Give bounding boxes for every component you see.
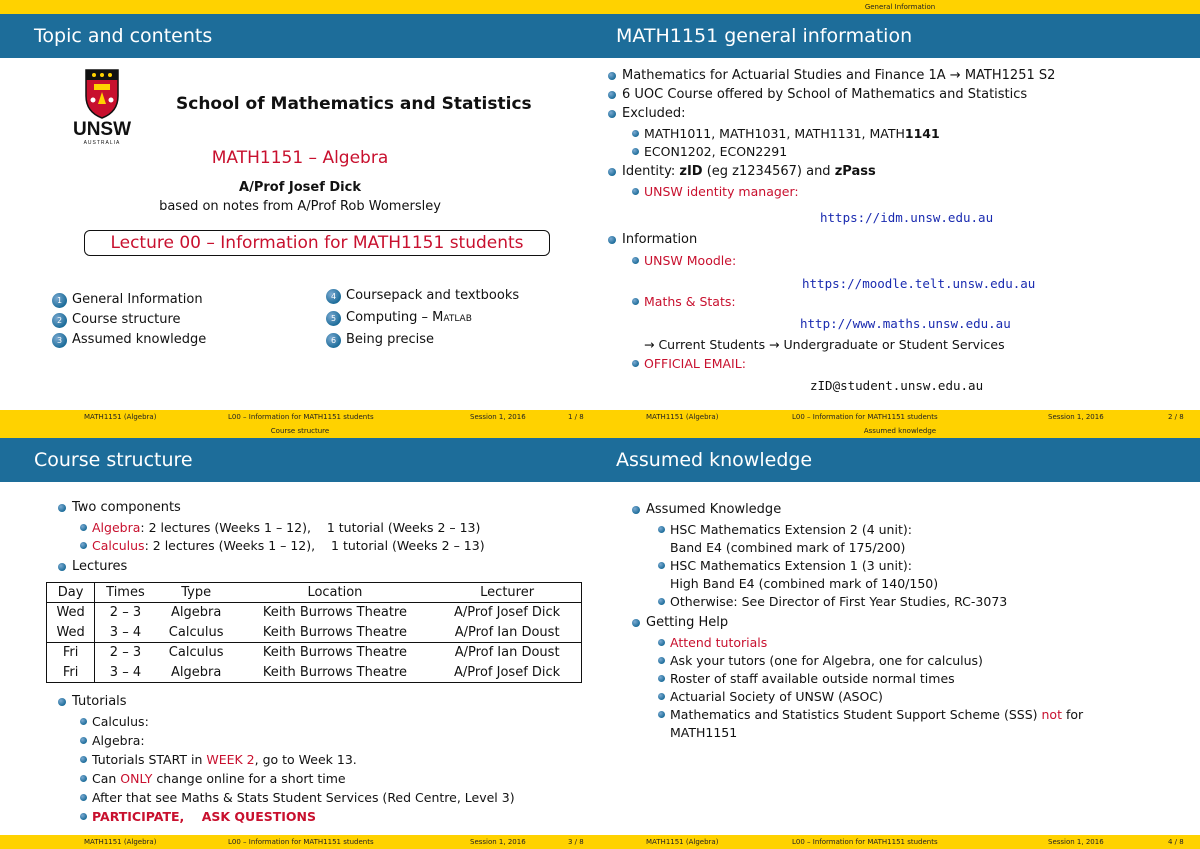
toc-item[interactable] — [326, 310, 472, 325]
table-cell: Keith Burrows Theatre — [262, 605, 407, 621]
sub-bullet-item: PARTICIPATE, ASK QUESTIONS — [92, 809, 317, 824]
idm-link[interactable]: https://idm.unsw.edu.au — [820, 210, 994, 225]
slide-topbar: Course structure — [0, 424, 600, 438]
footer-session: Session 1, 2016 — [1048, 838, 1104, 846]
toc-number: 4 — [326, 289, 341, 304]
toc-label-suffix: Matlab — [432, 310, 472, 325]
toc-label: General Information — [72, 292, 203, 307]
sub-bullet-item: Tutorials START in WEEK 2, go to Week 13. — [92, 752, 357, 767]
footer-lecture: L00 – Information for MATH1151 students — [792, 413, 938, 421]
slide-footer — [0, 410, 600, 424]
sub-bullet-item: After that see Maths & Stats Student Services (Red Centre, Level 3) — [92, 790, 515, 805]
sub-bullet-item: Algebra: — [92, 733, 145, 748]
course-title: MATH1151 – Algebra — [211, 148, 389, 168]
slide-footer — [0, 835, 600, 849]
author: A/Prof Josef Dick — [239, 180, 361, 195]
toc-label: Being precise — [346, 332, 434, 347]
logo-text: UNSW — [72, 119, 132, 140]
sub-bullet-item: MATH1011, MATH1031, MATH1131, MATH1141 — [644, 126, 940, 141]
slide-topbar: Assumed knowledge — [600, 424, 1200, 438]
ext1-band: High Band E4 (combined mark of 140/150) — [670, 576, 939, 591]
based-on: based on notes from A/Prof Rob Womersley — [159, 199, 441, 214]
footer-course: MATH1151 (Algebra) — [646, 838, 719, 846]
lectures-table — [46, 582, 582, 683]
footer-lecture: L00 – Information for MATH1151 students — [228, 413, 374, 421]
table-row — [47, 603, 582, 623]
bullet-item: Excluded: — [622, 106, 686, 121]
table-cell: Keith Burrows Theatre — [262, 624, 407, 640]
footer-lecture: L00 – Information for MATH1151 students — [792, 838, 938, 846]
table-cell: Fri — [47, 643, 95, 663]
table-cell: Fri — [47, 663, 95, 683]
ext2-band: Band E4 (combined mark of 175/200) — [670, 540, 906, 555]
sub-bullet-item: Attend tutorials — [670, 635, 768, 650]
table-cell: A/Prof Josef Dick — [454, 664, 561, 680]
sub-bullet-item: ECON1202, ECON2291 — [644, 144, 788, 159]
toc-number: 6 — [326, 333, 341, 348]
footer-session: Session 1, 2016 — [1048, 413, 1104, 421]
sub-bullet-item: OFFICIAL EMAIL: — [644, 356, 746, 371]
toc-number: 2 — [52, 313, 67, 328]
sub-bullet-item: Calculus: — [92, 714, 149, 729]
bullet-item: Getting Help — [646, 615, 729, 630]
table-cell: Keith Burrows Theatre — [262, 664, 407, 680]
moodle-link[interactable]: https://moodle.telt.unsw.edu.au — [802, 276, 1036, 291]
school-name: School of Mathematics and Statistics — [176, 94, 532, 114]
bullet-item: Mathematics for Actuarial Studies and Finance 1A → MATH1251 S2 — [622, 68, 1056, 83]
slide-2 — [600, 0, 1200, 424]
footer-page: 4 / 8 — [1168, 838, 1184, 846]
toc-number: 1 — [52, 293, 67, 308]
toc-label: Assumed knowledge — [72, 332, 207, 347]
table-header: Times — [106, 585, 145, 600]
logo-subtext: AUSTRALIA — [83, 140, 121, 146]
bullet-item: Two components — [72, 500, 181, 515]
slide-topbar: General Information — [600, 0, 1200, 14]
sss-course: MATH1151 — [670, 725, 738, 740]
slide-title: Assumed knowledge — [600, 438, 1200, 482]
table-cell: 2 – 3 — [109, 605, 142, 621]
sub-bullet-item: Ask your tutors (one for Algebra, one for calculus) — [670, 653, 983, 668]
table-cell: 3 – 4 — [109, 664, 142, 680]
footer-page: 3 / 8 — [568, 838, 584, 846]
footer-course: MATH1151 (Algebra) — [646, 413, 719, 421]
table-header: Day — [47, 583, 95, 603]
toc-label: Coursepack and textbooks — [346, 288, 520, 303]
sub-bullet-item: Mathematics and Statistics Student Support Scheme (SSS) not for — [670, 707, 1084, 722]
footer-page: 1 / 8 — [568, 413, 584, 421]
sub-bullet-item: HSC Mathematics Extension 2 (4 unit): — [670, 522, 912, 537]
footer-page: 2 / 8 — [1168, 413, 1184, 421]
navigation-path: → Current Students → Undergraduate or Student Services — [644, 337, 1005, 352]
slide-1 — [0, 0, 600, 424]
sub-bullet-item: Roster of staff available outside normal times — [670, 671, 955, 686]
unsw-logo — [72, 68, 142, 148]
official-email: zID@student.unsw.edu.au — [810, 378, 984, 393]
lecture-title-box: Lecture 00 – Information for MATH1151 students — [84, 230, 550, 256]
table-cell: A/Prof Ian Doust — [454, 645, 560, 661]
sub-bullet-item: Actuarial Society of UNSW (ASOC) — [670, 689, 883, 704]
slide-footer — [600, 835, 1200, 849]
bullet-item: Information — [622, 232, 698, 247]
table-header-row — [47, 583, 582, 603]
toc-item[interactable] — [52, 312, 181, 327]
toc-number: 5 — [326, 311, 341, 326]
maths-link[interactable]: http://www.maths.unsw.edu.au — [800, 316, 1011, 331]
footer-session: Session 1, 2016 — [470, 838, 526, 846]
sub-bullet-item: HSC Mathematics Extension 1 (3 unit): — [670, 558, 912, 573]
table-header: Location — [307, 585, 363, 600]
bullet-item: Lectures — [72, 559, 128, 574]
table-header: Lecturer — [480, 585, 535, 600]
sub-bullet-item: Maths & Stats: — [644, 294, 736, 309]
slide-footer — [600, 410, 1200, 424]
sub-bullet-item: UNSW identity manager: — [644, 184, 799, 199]
table-cell: Algebra — [170, 605, 222, 621]
toc-label: Course structure — [72, 312, 181, 327]
bullet-item: Assumed Knowledge — [646, 502, 782, 517]
sub-bullet-item: Otherwise: See Director of First Year Studies, RC-3073 — [670, 594, 1008, 609]
table-row — [47, 643, 582, 663]
slide-title: Topic and contents — [0, 14, 600, 58]
table-cell: A/Prof Josef Dick — [454, 605, 561, 621]
sub-bullet-item: Can ONLY change online for a short time — [92, 771, 346, 786]
bullet-item: 6 UOC Course offered by School of Mathematics and Statistics — [622, 87, 1028, 102]
table-header: Type — [181, 585, 212, 600]
toc-item[interactable] — [326, 332, 434, 347]
toc-item[interactable] — [52, 292, 203, 307]
table-cell: Wed — [47, 623, 95, 643]
table-cell: Calculus — [168, 624, 224, 640]
slide-4 — [600, 424, 1200, 849]
footer-course: MATH1151 (Algebra) — [84, 413, 157, 421]
toc-item[interactable] — [52, 332, 206, 347]
table-cell: Calculus — [168, 645, 224, 661]
table-cell: 3 – 4 — [109, 624, 142, 640]
sub-bullet-item: UNSW Moodle: — [644, 253, 737, 268]
toc-item[interactable] — [326, 288, 519, 303]
footer-course: MATH1151 (Algebra) — [84, 838, 157, 846]
slide-title: Course structure — [0, 438, 600, 482]
table-cell: A/Prof Ian Doust — [454, 624, 560, 640]
slide-topbar — [0, 0, 600, 14]
slide-3 — [0, 424, 600, 849]
table-cell: Keith Burrows Theatre — [262, 645, 407, 661]
table-cell: Wed — [47, 603, 95, 623]
slide-title: MATH1151 general information — [600, 14, 1200, 58]
footer-lecture: L00 – Information for MATH1151 students — [228, 838, 374, 846]
sub-bullet-item: Calculus: 2 lectures (Weeks 1 – 12), 1 tutorial (Weeks 2 – 13) — [92, 538, 485, 553]
toc-label: Computing – — [346, 310, 433, 325]
bullet-item: Identity: zID (eg z1234567) and zPass — [622, 164, 876, 179]
table-cell: Algebra — [170, 664, 222, 680]
table-row — [47, 663, 582, 683]
sub-bullet-item: Algebra: 2 lectures (Weeks 1 – 12), 1 tutorial (Weeks 2 – 13) — [92, 520, 481, 535]
bullet-item: Tutorials — [72, 694, 127, 709]
footer-session: Session 1, 2016 — [470, 413, 526, 421]
toc-number: 3 — [52, 333, 67, 348]
table-cell: 2 – 3 — [109, 645, 142, 661]
table-row — [47, 623, 582, 643]
